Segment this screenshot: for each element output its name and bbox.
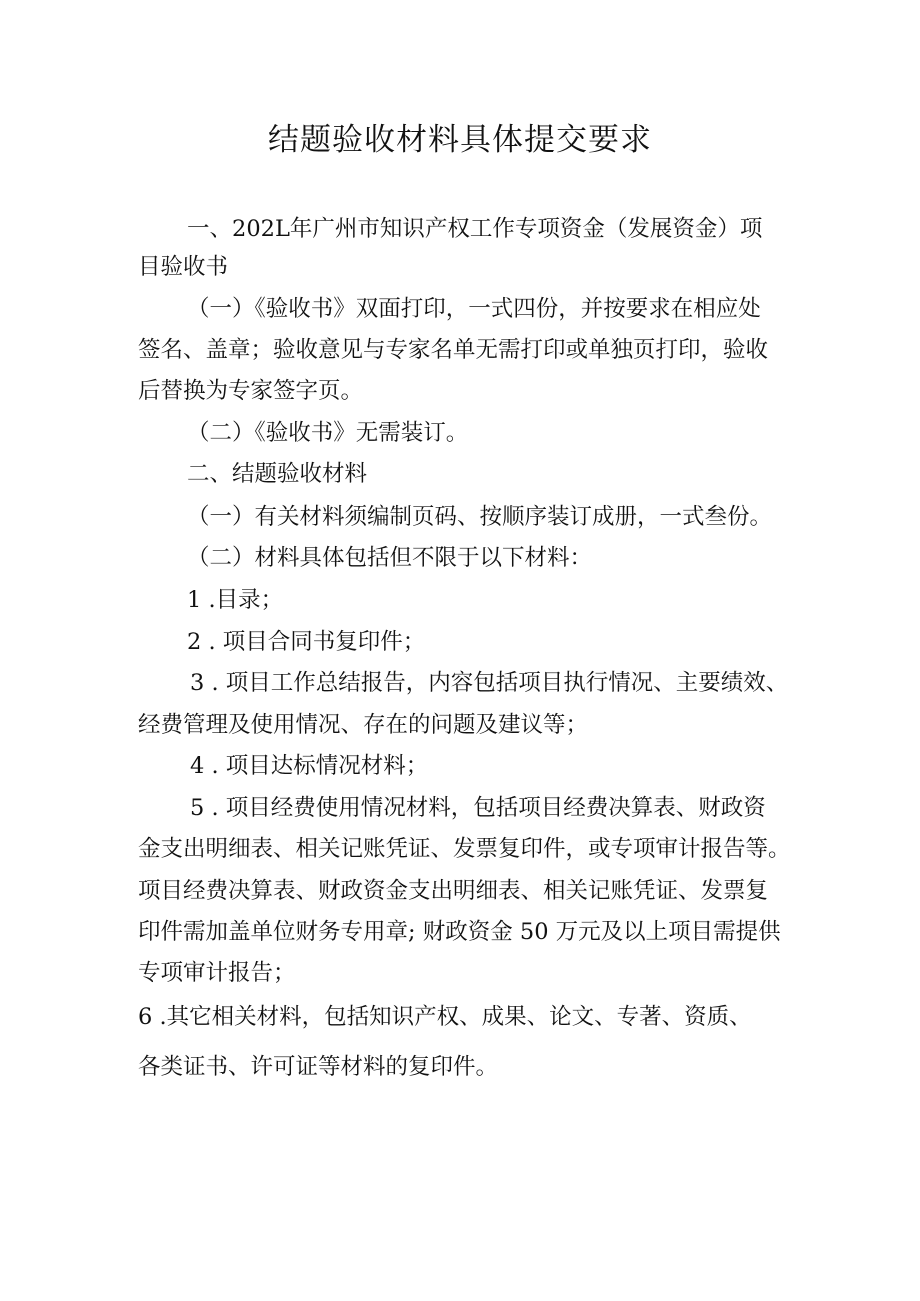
list-item-1: 1 .目录； [187, 587, 284, 613]
section-2-heading: 二、结题验收材料 [187, 461, 368, 487]
list-item-6-line-1: 6 .其它相关材料，包括知识产权、成果、论文、专著、资质、 [138, 1004, 752, 1030]
section-1-heading-line-2: 目验收书 [138, 254, 229, 280]
list-item-4: 4 . 项目达标情况材料； [190, 753, 429, 779]
list-item-5-line-5: 专项审计报告； [138, 960, 296, 986]
section-1-heading-line-1: 一、202L年广州市知识产权工作专项资金（发展资金）项 [187, 216, 763, 242]
item-2-1-line: （一）有关材料须编制页码、按顺序装订成册，一式叁份。 [187, 504, 773, 530]
list-item-5-line-4: 印件需加盖单位财务专用章; 财政资金 50 万元及以上项目需提供 [138, 919, 781, 945]
item-1-1-line-1: （一）《验收书》双面打印，一式四份，并按要求在相应处 [187, 296, 761, 322]
item-1-1-line-3: 后替换为专家签字页。 [138, 378, 364, 404]
item-2-2-line: （二）材料具体包括但不限于以下材料： [187, 545, 593, 571]
item-1-1-line-2: 签名、盖章；验收意见与专家名单无需打印或单独页打印，验收 [138, 337, 769, 363]
list-item-3-line-1: 3 . 项目工作总结报告，内容包括项目执行情况、主要绩效、 [190, 670, 789, 696]
list-item-5-line-1: 5 . 项目经费使用情况材料，包括项目经费决算表、财政资 [190, 795, 766, 821]
document-title: 结题验收材料具体提交要求 [268, 122, 652, 158]
list-item-5-line-2: 金支出明细表、相关记账凭证、发票复印件，或专项审计报告等。 [138, 836, 791, 862]
list-item-6-line-2: 各类证书、许可证等材料的复印件。 [138, 1054, 499, 1080]
list-item-2: 2 . 项目合同书复印件； [187, 629, 426, 655]
list-item-5-line-3: 项目经费决算表、财政资金支出明细表、相关记账凭证、发票复 [138, 878, 769, 904]
list-item-3-line-2: 经费管理及使用情况、存在的问题及建议等； [138, 712, 589, 738]
item-1-2-line: （二）《验收书》无需装订。 [187, 420, 469, 446]
